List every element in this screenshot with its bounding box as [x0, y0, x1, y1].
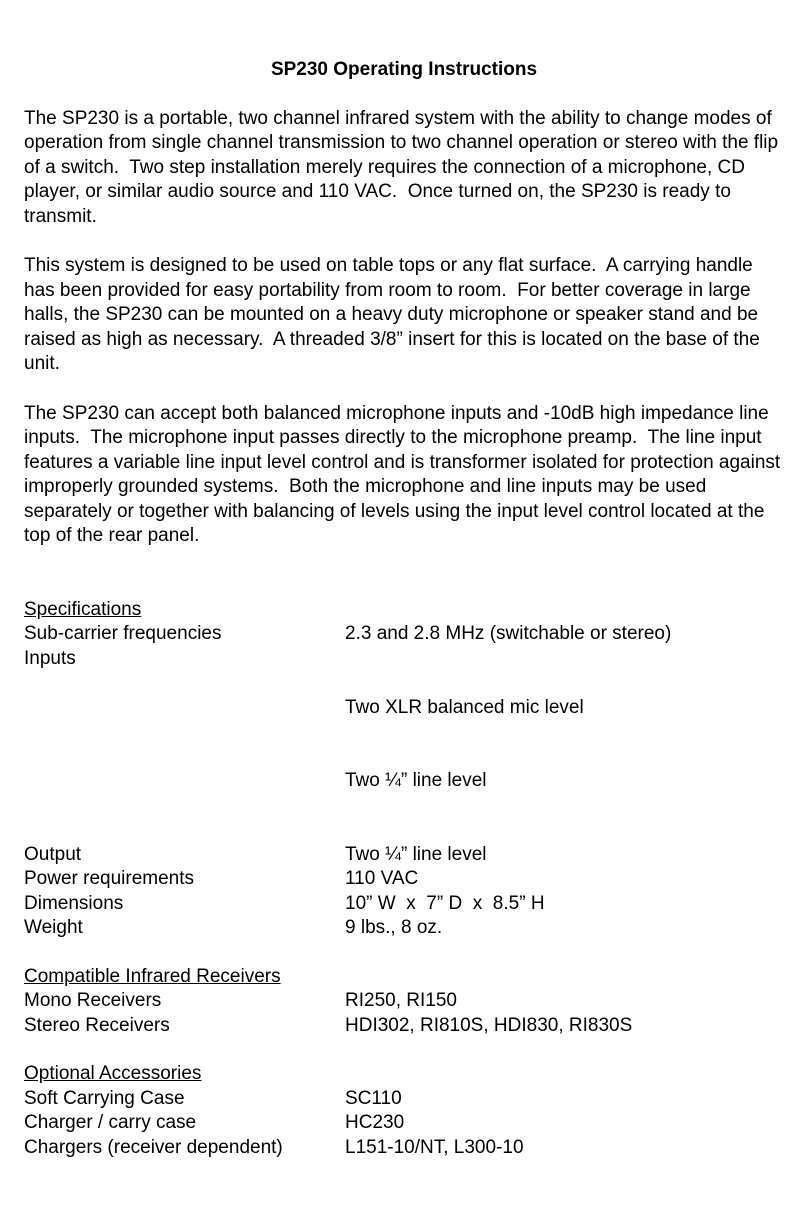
spec-label: Charger / carry case	[24, 1112, 197, 1133]
section-optional-accessories	[24, 1062, 784, 1160]
spec-row-output	[24, 843, 784, 868]
spec-label: Power requirements	[24, 868, 195, 889]
spec-value: SC110	[345, 1087, 402, 1109]
page-title: SP230 Operating Instructions	[270, 59, 538, 80]
spec-value: Two ¼” line level	[345, 770, 487, 791]
spec-row-stereo-receivers	[24, 1014, 784, 1039]
spec-row-inputs	[24, 647, 784, 843]
spec-row-dimensions	[24, 892, 784, 917]
paragraph-intro: The SP230 is a portable, two channel infrared system with the ability to change modes of operation from single channel transmission to two channel operation or stereo with the flip of a switch. Two step installation merely requires the connection of a microphone, CD player, or similar audio source and 110 VAC. Once turned on, the SP230 is ready to transmit.	[24, 107, 784, 227]
spec-value: HDI302, RI810S, HDI830, RI830S	[345, 1014, 633, 1036]
spec-row-chargers	[24, 1136, 784, 1161]
spec-value: 9 lbs., 8 oz.	[345, 917, 443, 938]
spec-row-mono-receivers	[24, 989, 784, 1014]
spec-value: HC230	[345, 1112, 405, 1133]
spec-value: RI250, RI150	[345, 990, 457, 1011]
spec-label: Soft Carrying Case	[24, 1087, 185, 1109]
spec-value: Two XLR balanced mic level	[345, 696, 584, 718]
spec-value: L151-10/NT, L300-10	[345, 1136, 524, 1158]
section-heading-specifications: Specifications	[24, 598, 142, 620]
spec-label: Chargers (receiver dependent)	[24, 1136, 283, 1158]
section-heading-compatible-receivers: Compatible Infrared Receivers	[24, 965, 281, 987]
spec-value: Two ¼” line level	[345, 843, 487, 865]
spec-value: 10” W x 7” D x 8.5” H	[345, 892, 545, 914]
spec-label: Sub-carrier frequencies	[24, 623, 222, 644]
spec-label: Mono Receivers	[24, 990, 162, 1011]
spec-value: 110 VAC	[345, 868, 419, 889]
spec-row-carrying-case	[24, 1087, 784, 1112]
paragraph-inputs: The SP230 can accept both balanced microphone inputs and -10dB high impedance line inputs. The microphone input passes directly to the microphone preamp. The line input features a variable line input level control and is transformer isolated for protection against improperly grounded systems. Both the microphone and line inputs may be used separately or together with balancing of levels using the input level control located at the top of the rear panel.	[24, 402, 786, 546]
spec-row-subcarrier	[24, 622, 784, 647]
spec-label: Stereo Receivers	[24, 1014, 170, 1036]
spec-row-weight	[24, 916, 784, 941]
spec-label: Dimensions	[24, 892, 124, 914]
section-specifications	[24, 598, 784, 941]
spec-row-power	[24, 867, 784, 892]
spec-label: Inputs	[24, 647, 76, 669]
spec-label: Output	[24, 843, 82, 865]
spec-value-group	[345, 647, 784, 843]
spec-value: 2.3 and 2.8 MHz (switchable or stereo)	[345, 623, 672, 644]
paragraph-placement: This system is designed to be used on table tops or any flat surface. A carrying handle has been provided for easy portability from room to room. For better coverage in large halls, the SP230 can be mounted on a heavy duty microphone or speaker stand and be raised as high as necessary. A threaded 3/8” insert for this is located on the base of the unit.	[24, 255, 766, 374]
section-compatible-receivers	[24, 965, 784, 1039]
section-heading-optional-accessories: Optional Accessories	[24, 1063, 202, 1084]
spec-label: Weight	[24, 917, 83, 938]
spec-row-charger-case	[24, 1111, 784, 1136]
